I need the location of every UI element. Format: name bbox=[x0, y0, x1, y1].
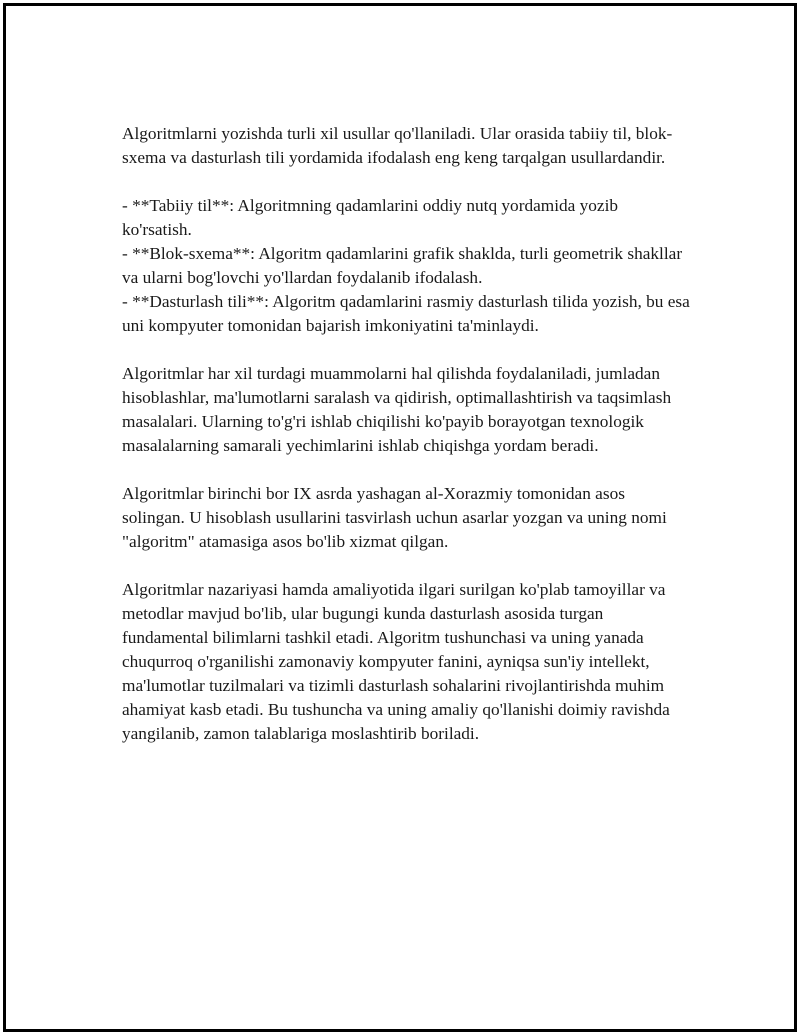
intro-paragraph: Algoritmlarni yozishda turli xil usullar qo'llaniladi. Ular orasida tabiiy til, blok-sxema va dasturlash tili yordamida ifodalash eng keng tarqalgan usullardandir. bbox=[122, 124, 673, 167]
document-body bbox=[122, 122, 692, 746]
list-item-natural-language: - **Tabiiy til**: Algoritmning qadamlarini oddiy nutq yordamida yozib ko'rsatish. bbox=[122, 196, 619, 239]
list-item-programming-language: - **Dasturlash tili**: Algoritm qadamlarini rasmiy dasturlash tilida yozish, bu esa uni kompyuter tomonidan bajarish imkoniyatini ta'minlaydi. bbox=[122, 292, 690, 335]
methods-list bbox=[122, 194, 692, 338]
applications-paragraph: Algoritmlar har xil turdagi muammolarni hal qilishda foydalaniladi, jumladan hisoblashlar, ma'lumotlarni saralash va qidirish, optimallashtirish va taqsimlash masalalari. Ularning to'g'ri ishlab chiqilishi ko'payib borayotgan texnologik masalalarning samarali yechimlarini ishlab chiqishga yordam beradi. bbox=[122, 364, 672, 455]
page-frame bbox=[3, 3, 797, 1032]
list-item-flowchart: - **Blok-sxema**: Algoritm qadamlarini grafik shaklda, turli geometrik shakllar va ularni bog'lovchi yo'llardan foydalanib ifodalash. bbox=[122, 244, 683, 287]
history-paragraph: Algoritmlar birinchi bor IX asrda yashagan al-Xorazmiy tomonidan asos solingan. U hisoblash usullarini tasvirlash uchun asarlar yozgan va uning nomi "algoritm" atamasiga asos bo'lib xizmat qilgan. bbox=[122, 484, 667, 551]
theory-paragraph: Algoritmlar nazariyasi hamda amaliyotida ilgari surilgan ko'plab tamoyillar va metodlar mavjud bo'lib, ular bugungi kunda dasturlash asosida turgan fundamental bilimlarni tashkil etadi. Algoritm tushunchasi va uning yanada chuqurroq o'rganilishi zamonaviy kompyuter fanini, ayniqsa sun'iy intellekt, ma'lumotlar tuzilmalari va tizimli dasturlash sohalarini rivojlantirishda muhim ahamiyat kasb etadi. Bu tushuncha va uning amaliy qo'llanishi doimiy ravishda yangilanib, zamon talablariga moslashtirib boriladi. bbox=[122, 580, 670, 743]
